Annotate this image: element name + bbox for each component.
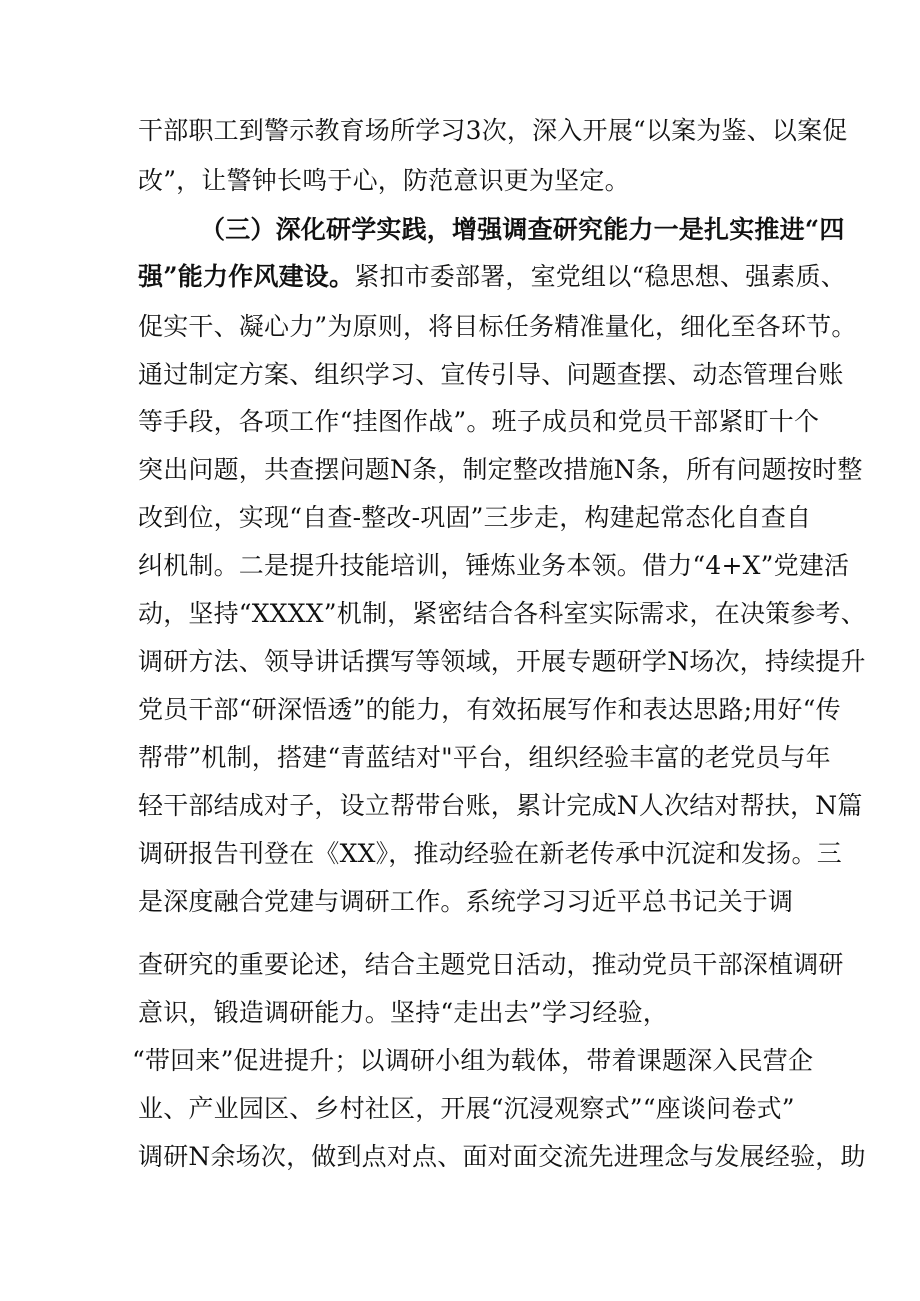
line-text: 干部职工到警示教育场所学习3次，深入开展“以案为鉴、以案促 <box>138 116 848 145</box>
line-text: 改”，让警钟长鸣于心，防范意识更为坚定。 <box>138 166 630 195</box>
line-text: 业、产业园区、乡村社区，开展“沉浸观察式”“座谈问卷式” <box>138 1094 795 1123</box>
paragraph-line <box>138 407 819 437</box>
line-text: 突出问题，共查摆问题N条，制定整改措施N条，所有问题按时整 <box>138 455 863 484</box>
paragraph-line <box>138 839 842 869</box>
paragraph-line <box>138 998 668 1028</box>
line-text: “带回来”促进提升；以调研小组为载体，带着课题深入民营企 <box>132 1046 814 1075</box>
paragraph-line <box>138 791 863 821</box>
paragraph-line <box>138 950 844 980</box>
line-text: 帮带”机制，搭建“青蓝结对"平台，组织经验丰富的老党员与年 <box>138 743 831 772</box>
section-heading-line <box>200 215 845 245</box>
line-text: 调研N余场次，做到点对点、面对面交流先进理念与发展经验，助 <box>138 1142 866 1171</box>
paragraph-line <box>138 262 846 292</box>
paragraph-line <box>138 166 630 196</box>
line-text: 调研报告刊登在《XX》，推动经验在新老传承中沉淀和发扬。三 <box>138 839 842 868</box>
line-text: 紧扣市委部署，室党组以“稳思想、强素质、 <box>354 262 846 291</box>
paragraph-line <box>138 503 811 533</box>
paragraph-line <box>138 1142 866 1172</box>
paragraph-line <box>138 743 831 773</box>
paragraph-line <box>138 116 848 146</box>
line-text: 调研方法、领导讲话撰写等领域，开展专题研学N场次，持续提升 <box>138 647 866 676</box>
line-text: 是深度融合党建与调研工作。系统学习习近平总书记关于调 <box>138 887 794 916</box>
paragraph-line <box>138 455 863 485</box>
line-text: 纠机制。二是提升技能培训，锤炼业务本领。借力“4+X”党建活 <box>138 551 850 580</box>
line-text: 等手段，各项工作“挂图作战”。班子成员和党员干部紧盯十个 <box>138 407 820 436</box>
line-text: 查研究的重要论述，结合主题党日活动，推动党员干部深植调研 <box>138 950 844 979</box>
paragraph-line <box>138 887 793 917</box>
section-heading: （三）深化研学实践，增强调查研究能力一是扎实推进“四 <box>200 215 845 244</box>
line-text: 促实干、凝心力”为原则，将目标任务精准量化，细化至各环节。 <box>138 312 857 341</box>
line-text: 意识，锻造调研能力。坚持“走出去”学习经验， <box>138 998 668 1027</box>
paragraph-line <box>138 551 849 581</box>
line-text: 改到位，实现“自查-整改-巩固”三步走，构建起常态化自查自 <box>138 503 812 532</box>
paragraph-line <box>138 1094 795 1124</box>
subheading-text: 强”能力作风建设。 <box>138 262 355 291</box>
line-text: 动，坚持“XXXX”机制，紧密结合各科室实际需求，在决策参考、 <box>138 599 866 628</box>
paragraph-line <box>138 312 857 342</box>
line-text: 通过制定方案、组织学习、宣传引导、问题查摆、动态管理台账 <box>138 360 844 389</box>
paragraph-line <box>138 360 844 390</box>
paragraph-line <box>138 695 841 725</box>
paragraph-line <box>132 1046 813 1076</box>
paragraph-line <box>138 647 866 677</box>
line-text: 轻干部结成对子，设立帮带台账，累计完成N人次结对帮扶，N篇 <box>138 791 863 820</box>
paragraph-line <box>138 599 866 629</box>
line-text: 党员干部“研深悟透”的能力，有效拓展写作和表达思路;用好“传 <box>138 695 841 724</box>
